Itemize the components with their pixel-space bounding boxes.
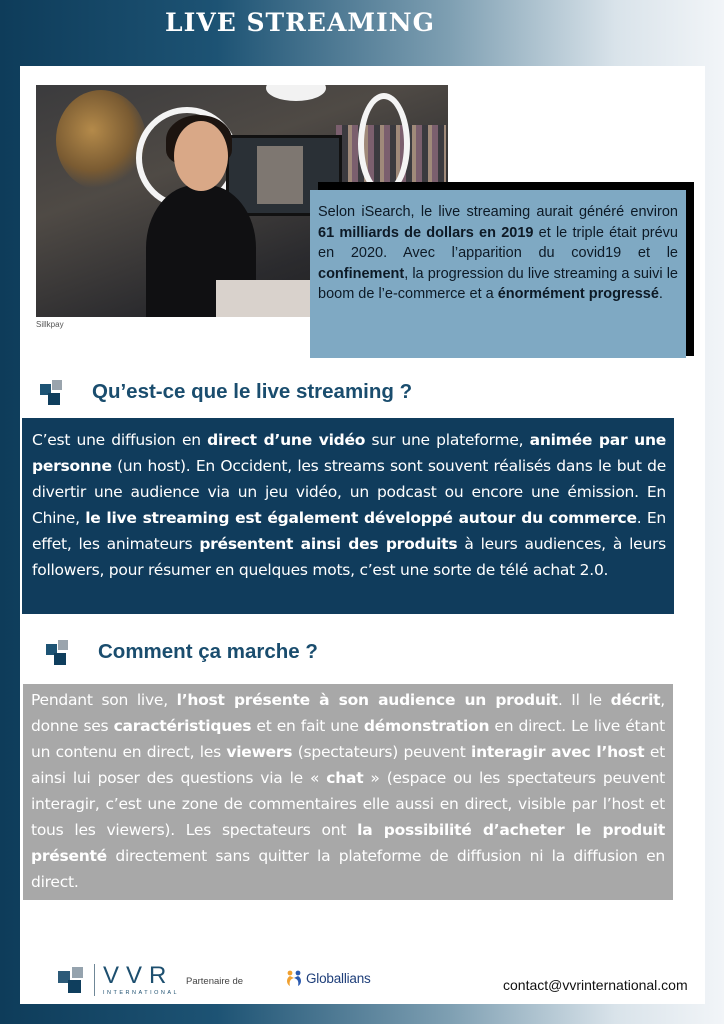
section-heading-what	[40, 380, 412, 404]
globallians-logo	[284, 968, 371, 988]
section-title: Qu’est-ce que le live streaming ?	[92, 380, 413, 403]
partner-label: Partenaire de	[186, 976, 244, 987]
vvr-logo-name: VVR	[103, 962, 174, 989]
globallians-figures-icon	[284, 968, 304, 988]
vvr-squares-logo-icon	[58, 967, 88, 993]
stats-callout: Selon iSearch, le live streaming aurait généré environ 61 milliards de dollars en 2019 et le triple était prévu en 2020. Avec l’apparition du covid19 et le confinement, la progression du live streaming a suivi le boom de l’e-commerce et a énormément progressé.	[310, 190, 686, 358]
vvr-logo	[58, 964, 179, 996]
photo-credit: Sillkpay	[36, 320, 64, 329]
definition-box: C’est une diffusion en direct d’une vidéo sur une plateforme, animée par une personne (un host). En Occident, les streams sont souvent réalisés dans le but de divertir une audience via un jeu vidéo, un podcast ou encore une émission. En Chine, le live streaming est également développé autour du commerce. En effet, les animateurs présentent ainsi des produits à leurs audiences, à leurs followers, pour résumer en quelques mots, c’est une sorte de télé achat 2.0.	[22, 418, 674, 614]
squares-bullet-icon	[40, 380, 66, 404]
squares-bullet-icon	[46, 640, 72, 664]
section-title: Comment ça marche ?	[98, 640, 318, 663]
vvr-logo-subtitle: INTERNATIONAL	[103, 990, 180, 996]
globallians-name: Globallians	[306, 970, 371, 986]
section-heading-how	[46, 640, 318, 664]
contact-email: contact@vvrinternational.com	[503, 977, 688, 993]
how-it-works-box: Pendant son live, l’host présente à son audience un produit. Il le décrit, donne ses caractéristiques et en fait une démonstration en direct. Le live étant un contenu en direct, les viewers (spectateurs) peuvent interagir avec l’host et ainsi lui poser des questions via le « chat » (espace ou les spectateurs peuvent interagir, c’est une zone de commentaires elle aussi en direct, visible par l’host et tous les viewers). Les spectateurs ont la possibilité d’acheter le produit présenté directement sans quitter la plateforme de diffusion ni la diffusion en direct.	[23, 684, 673, 900]
page-banner-title: LIVE STREAMING	[165, 8, 435, 37]
